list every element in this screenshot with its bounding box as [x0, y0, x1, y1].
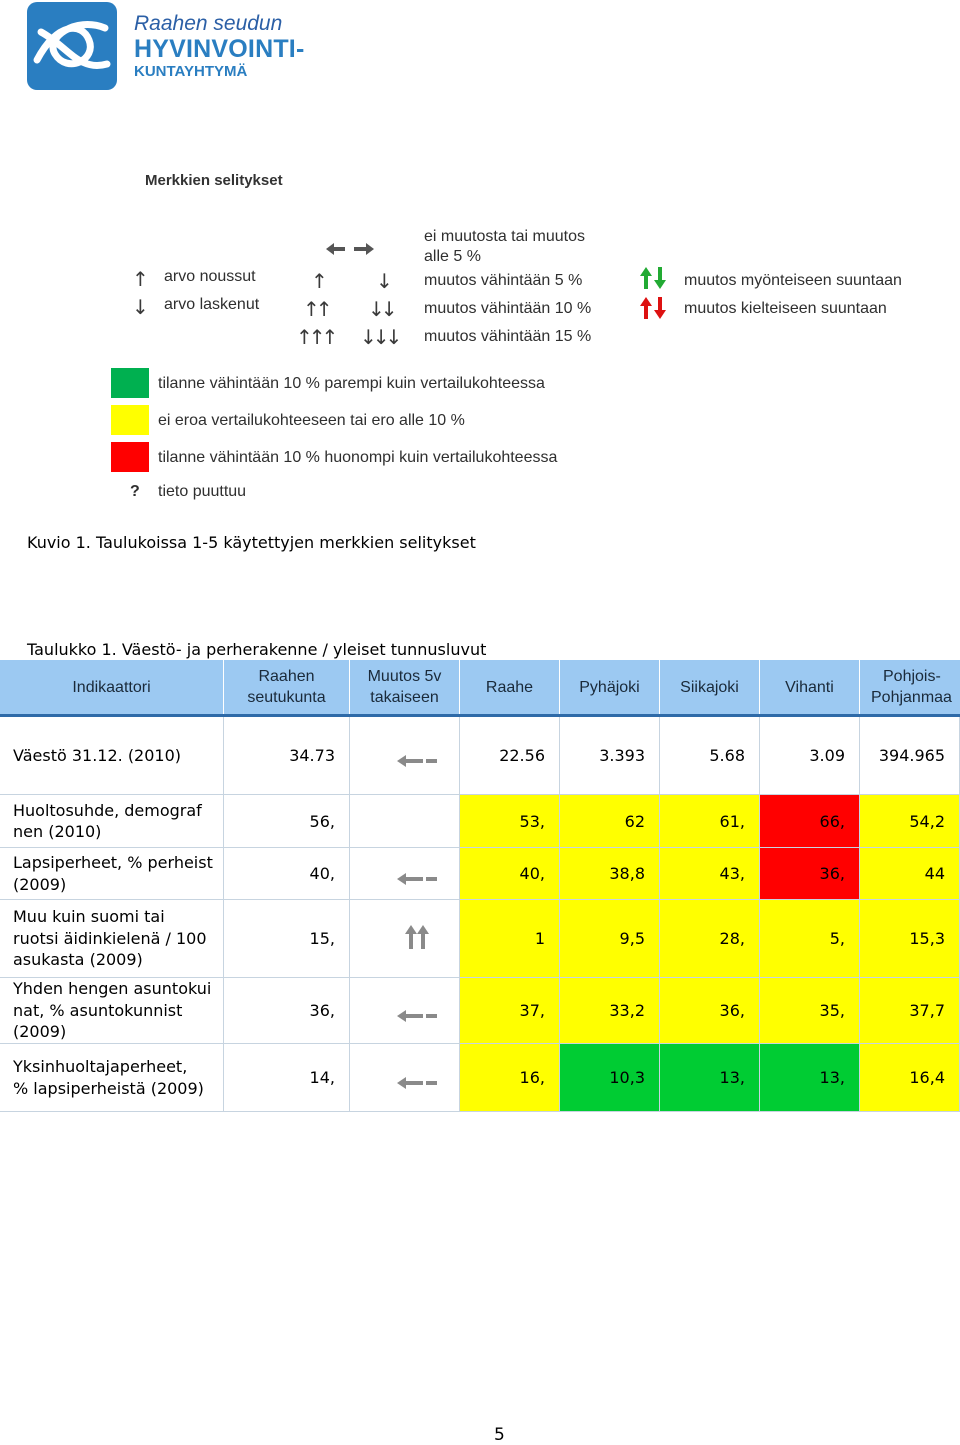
logo-text-line3: KUNTAYHTYMÄ [134, 63, 248, 80]
legend-title: Merkkien selitykset [145, 172, 283, 189]
row-label [0, 795, 224, 848]
cell-value: 394.965 [878, 746, 945, 765]
row-label-line: nen (2010) [13, 822, 102, 841]
legend-label-up: arvo noussut [164, 268, 256, 285]
cell-change [350, 978, 460, 1044]
cell-siikajoki [660, 795, 760, 848]
logo-text-line2: HYVINVOINTI- [134, 35, 305, 63]
cell-change [350, 717, 460, 795]
cell-pohjois-pohjanmaa [860, 900, 960, 978]
cell-value: 13, [719, 1068, 745, 1087]
cell-value: 33,2 [609, 1001, 645, 1020]
single-up-arrow-icon: ↑ [311, 269, 328, 293]
header-seutukunta: Raahen seutukunta [224, 660, 350, 714]
cell-value: 43, [719, 864, 745, 883]
cell-value: 62 [624, 811, 645, 831]
legend-label-nochange-1: ei muutosta tai muutos [424, 228, 585, 245]
missing-symbol: ? [130, 483, 140, 500]
cell-pyhajoki [560, 1044, 660, 1112]
cell-pyhajoki [560, 795, 660, 848]
cell-value: 16, [519, 1068, 545, 1087]
cell-value: 44 [924, 864, 945, 883]
figure-caption: Kuvio 1. Taulukoissa 1-5 käytettyjen merkkien selitykset [27, 533, 476, 552]
cell-siikajoki [660, 900, 760, 978]
cell-vihanti [760, 717, 860, 795]
cell-value: 37, [519, 1001, 545, 1020]
cell-pohjois-pohjanmaa [860, 795, 960, 848]
left-gray-arrow-icon [397, 1075, 437, 1094]
cell-change [350, 900, 460, 978]
row-label-line: Yksinhuoltajaperheet, [13, 1057, 188, 1076]
cell-pohjois-pohjanmaa [860, 978, 960, 1044]
up-arrow-icon: ↑ [132, 267, 149, 291]
cell-pyhajoki [560, 900, 660, 978]
header-pyhajoki: Pyhäjoki [560, 660, 660, 714]
legend-label-red: tilanne vähintään 10 % huonompi kuin vertailukohteessa [158, 449, 558, 466]
cell-seutukunta [224, 848, 350, 900]
cell-pohjois-pohjanmaa [860, 1044, 960, 1112]
table-caption: Taulukko 1. Väestö- ja perherakenne / yleiset tunnusluvut [27, 640, 487, 659]
row-label-line: ruotsi äidinkielenä / 100 [13, 928, 207, 948]
row-label-line: nat, % asuntokunnist [13, 1000, 183, 1020]
left-gray-arrow-icon [397, 871, 437, 890]
left-gray-arrow-icon [397, 753, 437, 772]
row-label [0, 900, 224, 978]
cell-value: 15, [309, 929, 335, 948]
cell-siikajoki [660, 978, 760, 1044]
cell-value: 54,2 [909, 811, 945, 831]
legend-label-green: tilanne vähintään 10 % parempi kuin vertailukohteessa [158, 375, 545, 392]
green-swatch [111, 368, 149, 398]
double-up-arrow-icon: ↑↑ [303, 297, 329, 321]
cell-pohjois-pohjanmaa [860, 848, 960, 900]
row-label [0, 1044, 224, 1112]
cell-value: 14, [309, 1068, 335, 1087]
data-table [0, 660, 960, 1112]
triple-down-arrow-icon: ↓↓↓ [360, 325, 399, 349]
cell-vihanti [760, 1044, 860, 1112]
header-indikaattori: Indikaattori [0, 660, 224, 714]
double-down-arrow-icon: ↓↓ [368, 297, 394, 321]
cell-raahe [460, 795, 560, 848]
cell-pyhajoki [560, 717, 660, 795]
legend-label-yellow: ei eroa vertailukohteeseen tai ero alle 10 % [158, 412, 465, 429]
cell-value: 13, [819, 1068, 845, 1087]
legend-label-15: muutos vähintään 15 % [424, 328, 592, 345]
cell-value: 53, [519, 811, 545, 831]
legend-label-positive: muutos myönteiseen suuntaan [684, 272, 902, 289]
cell-siikajoki [660, 1044, 760, 1112]
cell-raahe [460, 1044, 560, 1112]
cell-value: 36, [819, 864, 845, 883]
header-pohjois-pohjanmaa: Pohjois- Pohjanmaa [860, 660, 960, 714]
cell-value: 9,5 [619, 929, 645, 948]
cell-seutukunta [224, 978, 350, 1044]
cell-pyhajoki [560, 848, 660, 900]
left-gray-arrow-icon [397, 1008, 437, 1027]
page-number: 5 [494, 1425, 505, 1445]
cell-seutukunta [224, 795, 350, 848]
red-arrows-icon [639, 296, 667, 324]
cell-vihanti [760, 900, 860, 978]
double-up-gray-arrow-icon [405, 924, 429, 954]
cell-value: 40, [309, 864, 335, 883]
cell-value: 5.68 [709, 746, 745, 765]
cell-change [350, 795, 460, 848]
green-arrows-icon [639, 266, 667, 294]
row-label-line: Muu kuin suomi tai [13, 907, 165, 927]
cell-value: 3.09 [809, 746, 845, 765]
cell-vihanti [760, 795, 860, 848]
left-right-arrow-icon [326, 241, 374, 260]
legend-label-10: muutos vähintään 10 % [424, 300, 592, 317]
legend-label-5: muutos vähintään 5 % [424, 272, 583, 289]
row-label-line: % lapsiperheistä (2009) [13, 1078, 204, 1098]
cell-value: 38,8 [609, 864, 645, 883]
row-label-line: (2009) [13, 874, 67, 894]
cell-value: 16,4 [909, 1068, 945, 1087]
cell-seutukunta [224, 900, 350, 978]
legend-label-negative: muutos kielteiseen suuntaan [684, 300, 887, 317]
logo-icon [27, 2, 117, 90]
cell-value: 5, [829, 929, 845, 948]
cell-value: 22.56 [499, 746, 545, 765]
row-label [0, 978, 224, 1044]
row-label-line: Huoltosuhde, demograf [13, 800, 202, 820]
cell-raahe [460, 978, 560, 1044]
row-label-line: asukasta (2009) [13, 950, 143, 970]
header-siikajoki: Siikajoki [660, 660, 760, 714]
legend-label-missing: tieto puuttuu [158, 483, 247, 500]
cell-value: 36, [309, 1001, 335, 1020]
header-raahe: Raahe [460, 660, 560, 714]
cell-value: 28, [719, 929, 745, 948]
cell-seutukunta [224, 1044, 350, 1112]
cell-value: 61, [719, 811, 745, 831]
legend-label-nochange-2: alle 5 % [424, 248, 481, 265]
cell-value: 40, [519, 864, 545, 883]
legend-label-down: arvo laskenut [164, 296, 260, 313]
cell-siikajoki [660, 717, 760, 795]
cell-change [350, 1044, 460, 1112]
row-label [0, 848, 224, 900]
cell-value: 1 [534, 929, 545, 948]
cell-vihanti [760, 848, 860, 900]
triple-up-arrow-icon: ↑↑↑ [296, 325, 335, 349]
cell-value: 36, [719, 1001, 745, 1020]
row-label-line: Väestö 31.12. (2010) [13, 745, 182, 765]
cell-value: 35, [819, 1001, 845, 1020]
cell-value: 56, [309, 811, 335, 831]
cell-change [350, 848, 460, 900]
cell-pohjois-pohjanmaa [860, 717, 960, 795]
header-muutos: Muutos 5v takaiseen [350, 660, 460, 714]
row-label-line: Lapsiperheet, % perheist [13, 853, 213, 872]
cell-seutukunta [224, 717, 350, 795]
cell-pyhajoki [560, 978, 660, 1044]
row-label [0, 717, 224, 795]
cell-raahe [460, 900, 560, 978]
red-swatch [111, 442, 149, 472]
cell-value: 37,7 [909, 1001, 945, 1020]
cell-value: 10,3 [609, 1068, 645, 1087]
cell-value: 34.73 [289, 746, 335, 765]
cell-value: 15,3 [909, 929, 945, 948]
single-down-arrow-icon: ↓ [376, 269, 393, 293]
cell-raahe [460, 848, 560, 900]
row-label-line: Yhden hengen asuntokui [13, 979, 212, 999]
cell-value: 3.393 [599, 746, 645, 765]
yellow-swatch [111, 405, 149, 435]
cell-value: 66, [819, 811, 845, 831]
down-arrow-icon: ↓ [132, 295, 149, 319]
cell-raahe [460, 717, 560, 795]
cell-siikajoki [660, 848, 760, 900]
logo-text-line1: Raahen seudun [134, 12, 283, 35]
header-vihanti: Vihanti [760, 660, 860, 714]
cell-vihanti [760, 978, 860, 1044]
row-label-line: (2009) [13, 1022, 67, 1042]
